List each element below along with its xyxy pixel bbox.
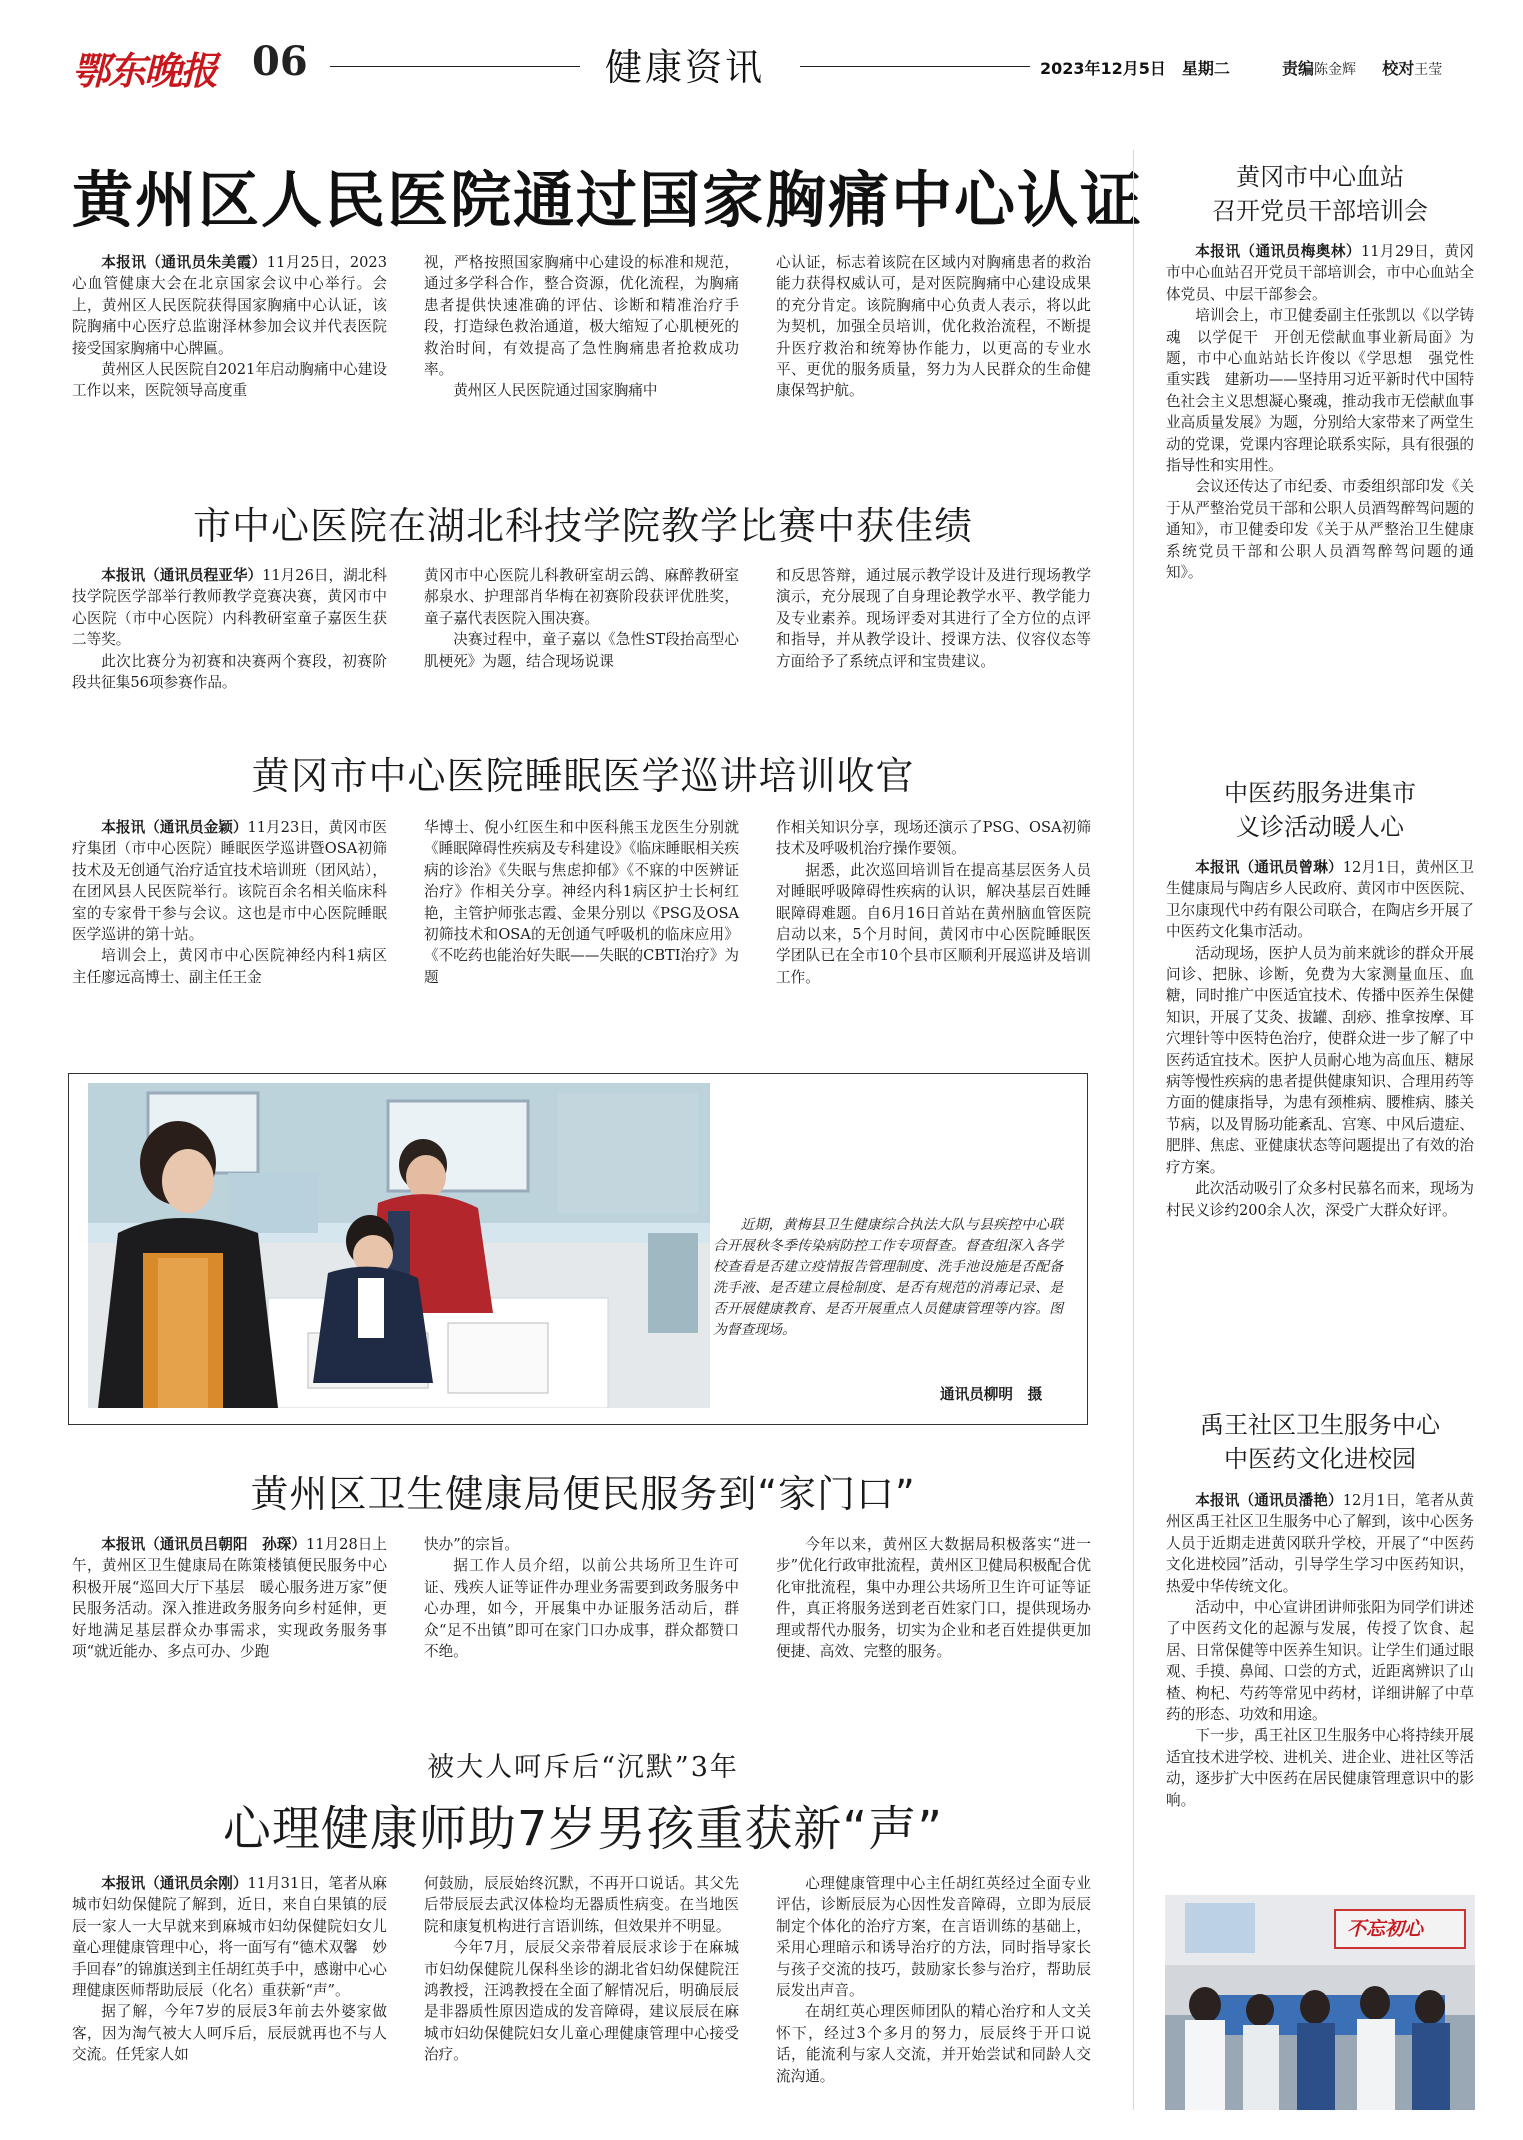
article2-text-1: 11月26日，湖北科技学院医学部举行教师教学竞赛决赛，黄冈市中心医院（市中心医院）内科教研室童子嘉医生获二等奖。 (72, 567, 387, 649)
side3-byline: 本报讯（通讯员潘艳） (1195, 1492, 1343, 1509)
side2-title-line2: 义诊活动暖人心 (1236, 813, 1404, 841)
photo-credit: 通讯员柳明 摄 (940, 1386, 1043, 1403)
article2-column-2 (424, 565, 739, 672)
article5-text-2: 何鼓励，辰辰始终沉默，不再开口说话。其父先后带辰辰去武汉体检均无器质性病变。在当地医院和康复机构进行言语训练，但效果并不明显。 (424, 1875, 739, 1935)
article5-text-1b: 据了解，今年7岁的辰辰3年前去外婆家做客，因为淘气被大人呵斥后，辰辰就再也不与人交流。任凭家人如 (72, 2003, 387, 2064)
article2-text-3: 和反思答辩，通过展示教学设计及进行现场教学演示，充分展现了自身理论教学水平、教学能力及专业素养。现场评委对其进行了全方位的点评和指导，并从教学设计、授课方法、仪容仪态等方面给予了系统点评和宝贵建议。 (776, 567, 1091, 670)
side3-text-1: 12月1日，笔者从黄州区禹王社区卫生服务中心了解到，该中心医务人员于近期走进黄冈联升学校，开展了“中医药文化进校园”活动，引导学生学习中医药知识，热爱中华传统文化。 (1166, 1492, 1474, 1595)
school-activity-photo (1165, 1895, 1475, 2110)
article3-text-3b: 据悉，此次巡回培训旨在提高基层医务人员对睡眠呼吸障碍性疾病的认识，解决基层百姓睡眠障碍难题。自6月16日首站在黄州脑血管医院启动以来，5个月时间，黄冈市中心医院睡眠医学团队已在全市10个县市区顺利开展巡讲及培训工作。 (776, 861, 1091, 986)
page-number: 06 (252, 38, 308, 85)
article3-column-2 (424, 817, 739, 988)
side1-title (1160, 160, 1480, 228)
article1-title: 黄州区人民医院通过国家胸痛中心认证 (72, 165, 1144, 236)
side3-text-3: 下一步，禹王社区卫生服务中心将持续开展适宜技术进学校、进机关、进企业、进社区等活动，逐步扩大中医药在居民健康管理意识中的影响。 (1166, 1727, 1474, 1809)
side1-title-line1: 黄冈市中心血站 (1236, 163, 1404, 191)
article2-text-2: 黄冈市中心医院儿科教研室胡云鸽、麻醉教研室郝泉水、护理部肖华梅在初赛阶段获评优胜奖，童子嘉代表医院入围决赛。 (424, 567, 739, 627)
side1-body (1166, 241, 1489, 584)
photo-caption: 近期，黄梅县卫生健康综合执法大队与县疾控中心联合开展秋冬季传染病防控工作专项督查。督查组深入各学校查看是否建立疫情报告管理制度、洗手池设施是否配备洗手液、是否建立晨检制度、是否有规范的消毒记录、是否开展健康教育、是否开展重点人员健康管理等内容。图为督查现场。 (713, 1217, 1063, 1338)
article3-text-3: 作相关知识分享，现场还演示了PSG、OSA初筛技术及呼吸机治疗操作要领。 (776, 819, 1091, 858)
article1-column-3 (776, 252, 1091, 402)
side3-title-line1: 禹王社区卫生服务中心 (1200, 1411, 1440, 1439)
article3-column-3 (776, 817, 1091, 988)
article4-text-2: 快办”的宗旨。 (424, 1536, 520, 1553)
side2-text-3: 此次活动吸引了众多村民慕名而来，现场为村民义诊约200余人次，深受广大群众好评。 (1166, 1180, 1474, 1219)
school-photo-banner-text: 不忘初心 (1347, 1918, 1424, 1940)
section-title: 健康资讯 (605, 46, 765, 89)
article1-text-2b: 黄州区人民医院通过国家胸痛中 (453, 382, 658, 400)
article2-byline: 本报讯（通讯员程亚华） (101, 567, 263, 584)
article5-column-2 (424, 1873, 739, 2066)
side1-text-2: 培训会上，市卫健委副主任张凯以《以学铸魂 以学促干 开创无偿献血事业新局面》为题，市中心血站站长许俊以《学思想 强党性 重实践 建新功——坚持用习近平新时代中国特色社会主义思想凝心聚魂，推动我市无偿献血事业高质量发展》为题，分别给大家带来了两堂生动的党课，党课内容理论联系实际，具有很强的指导性和实用性。 (1166, 307, 1489, 475)
article5-text-1: 11月31日，笔者从麻城市妇幼保健院了解到，近日，来自白果镇的辰辰一家人一大早就来到麻城市妇幼保健院妇女儿童心理健康管理中心，将一面写有“德术双馨 妙手回春”的锦旗送到主任胡红英手中，感谢中心心理健康医师帮助辰辰（化名）重获新“声”。 (72, 1875, 387, 2000)
article1-text-3: 心认证，标志着该院在区域内对胸痛患者的救治能力获得权威认可，是对医院胸痛中心建设成果的充分肯定。该院胸痛中心负责人表示，将以此为契机，加强全员培训，优化救治流程，不断提升医疗救治和统筹协作能力，以更高的专业水平、更优的服务质量，努力为人民群众的生命健康保驾护航。 (776, 254, 1091, 400)
article5-text-2b: 今年7月，辰辰父亲带着辰辰求诊于在麻城市妇幼保健院儿保科坐诊的湖北省妇幼保健院汪鸿教授，汪鸿教授在全面了解情况后，明确辰辰是非器质性原因造成的发音障碍，建议辰辰在麻城市妇幼保健院妇女儿童心理健康管理中心接受治疗。 (424, 1939, 739, 2064)
article1-text-2: 视，严格按照国家胸痛中心建设的标准和规范，通过多学科合作，整合资源，优化流程，为胸痛患者提供快速准确的评估、诊断和精准治疗手段，打造绿色救治通道，极大缩短了心肌梗死的救治时间，有效提高了急性胸痛患者抢救成功率。 (424, 254, 739, 379)
article3-text-1b: 培训会上，黄冈市中心医院神经内科1病区主任廖远高博士、副主任王金 (72, 947, 387, 986)
side2-body (1166, 857, 1474, 1221)
school-activity-illustration (1165, 1895, 1475, 2110)
article3-text-1: 11月23日，黄冈市医疗集团（市中心医院）睡眠医学巡讲暨OSA初筛技术及无创通气治疗适宜技术培训班（团风站），在团风县人民医院举行。该院百余名相关临床科室的专家骨干参与会议。这也是市中心医院睡眠医学巡讲的第十站。 (72, 819, 387, 944)
side3-text-2: 活动中，中心宣讲团讲师张阳为同学们讲述了中医药文化的起源与发展，传授了饮食、起居、日常保健等中医养生知识。让学生们通过眼观、手摸、鼻闻、口尝的方式，近距离辨识了山楂、枸杞、芍药等常见中药材，详细讲解了中草药的形态、功效和用途。 (1166, 1599, 1474, 1724)
article2-title: 市中心医院在湖北科技学院教学比赛中获佳绩 (192, 504, 973, 548)
article4-byline: 本报讯（通讯员吕朝阳 孙琛） (101, 1536, 306, 1553)
article1-column-2 (424, 252, 739, 402)
side2-text-2: 活动现场，医护人员为前来就诊的群众开展问诊、把脉、诊断，免费为大家测量血压、血糖，同时推广中医适宜技术、传播中医养生保健知识，开展了艾灸、拔罐、刮痧、推拿按摩、耳穴埋针等中医特色治疗，使群众进一步了解了中医药适宜技术。医护人员耐心地为高血压、糖尿病等慢性疾病的患者提供健康知识、合理用药等方面的健康指导，为患有颈椎病、腰椎病、膝关节病，以及胃肠功能紊乱、宫寒、中风后遗症、肥胖、焦虑、亚健康状态等问题提出了有效的治疗方案。 (1166, 944, 1474, 1176)
article5-byline: 本报讯（通讯员余刚） (101, 1875, 248, 1892)
editor-label: 责编 (1282, 59, 1315, 78)
side3-title-line2: 中医药文化进校园 (1224, 1445, 1416, 1473)
proof-label: 校对 (1382, 59, 1415, 78)
article4-column-2 (424, 1534, 739, 1662)
article2-text-1b: 此次比赛分为初赛和决赛两个赛段，初赛阶段共征集56项参赛作品。 (72, 652, 387, 692)
article4-text-3: 今年以来，黄州区大数据局积极落实“进一步”优化行政审批流程，黄州区卫健局积极配合优化审批流程，集中办理公共场所卫生许可证等证件，真正将服务送到老百姓家门口，提供现场办理或帮代办服务，切实为企业和老百姓提供更加便捷、高效、完整的服务。 (776, 1536, 1091, 1661)
editor-credit (1282, 56, 1442, 79)
side1-title-line2: 召开党员干部培训会 (1212, 197, 1428, 225)
masthead (0, 0, 1523, 95)
article5-text-3: 心理健康管理中心主任胡红英经过全面专业评估，诊断辰辰为心因性发音障碍，立即为辰辰制定个体化的治疗方案，在言语训练的基础上，采用心理暗示和诱导治疗的方法，同时指导家长与孩子交流的技巧，鼓励家长参与治疗，帮助辰辰发出声音。 (776, 1875, 1091, 2000)
side2-text-1: 12月1日，黄州区卫生健康局与陶店乡人民政府、黄冈市中医医院、卫尔康现代中药有限公司联合，在陶店乡开展了中医药文化集市活动。 (1166, 859, 1474, 941)
article4-title: 黄州区卫生健康局便民服务到“家门口” (250, 1472, 916, 1516)
article5-title: 心理健康师助7岁男孩重获新“声” (222, 1801, 944, 1857)
article4-text-2b: 据工作人员介绍，以前公共场所卫生许可证、残疾人证等证件办理业务需要到政务服务中心办理，如今，开展集中办证服务活动后，群众“足不出镇”即可在家门口办成事，群众都赞口不绝。 (424, 1557, 739, 1661)
side3-body (1166, 1490, 1474, 1811)
article4-column-3 (776, 1534, 1091, 1662)
side1-byline: 本报讯（通讯员梅奥林） (1195, 243, 1361, 260)
side1-text-3: 会议还传达了市纪委、市委组织部印发《关于从严整治党员干部和公职人员酒驾醉驾问题的通知》，市卫健委印发《关于从严整治卫生健康系统党员干部和公职人员酒驾醉驾问题的通知》。 (1166, 478, 1474, 582)
article5-column-1 (72, 1873, 387, 2066)
article4-text-1: 11月28日上午，黄州区卫生健康局在陈策楼镇便民服务中心积极开展“巡回大厅下基层 暖心服务进万家”便民服务活动。深入推进政务服务向乡村延伸，更好地满足基层群众办事需求，实现政务服务事项“就近能办、多点可办、少跑 (72, 1536, 387, 1661)
side2-byline: 本报讯（通讯员曾琳） (1195, 859, 1343, 876)
article3-byline: 本报讯（通讯员金颖） (101, 819, 248, 836)
article3-column-1 (72, 817, 387, 988)
article5-column-3 (776, 1873, 1091, 2087)
article2-column-1 (72, 565, 387, 693)
article3-title: 黄冈市中心医院睡眠医学巡讲培训收官 (251, 754, 915, 798)
inspection-photo (88, 1083, 710, 1408)
article1-text-1b: 黄州区人民医院自2021年启动胸痛中心建设工作以来，医院领导高度重 (72, 361, 387, 400)
editor-name: 陈金辉 (1314, 62, 1357, 78)
article2-column-3 (776, 565, 1091, 672)
masthead-rule-left (330, 66, 580, 67)
article3-text-2: 华博士、倪小红医生和中医科熊玉龙医生分别就《睡眠障碍性疾病及专科建设》《临床睡眠相关疾病的诊治》《失眠与焦虑抑郁》《不寐的中医辨证治疗》作相关分享。神经内科1病区护士长柯红艳，主管护师张志霞、金果分别以《PSG及OSA初筛技术和OSA的无创通气呼吸机的临床应用》《不吃药也能治好失眠——失眠的CBTI治疗》为题 (424, 819, 739, 986)
issue-date: 2023年12月5日 星期二 (1040, 59, 1230, 78)
article1-byline: 本报讯（通讯员朱美霞） (101, 254, 267, 271)
article4-column-1 (72, 1534, 387, 1662)
article5-kicker: 被大人呵斥后“沉默”3年 (427, 1752, 739, 1783)
article5-text-3b: 在胡红英心理医师团队的精心治疗和人文关怀下，经过3个多月的努力，辰辰终于开口说话，能流利与家人交流，并开始尝试和同龄人交流沟通。 (776, 2003, 1091, 2085)
sidebar-divider (1133, 150, 1134, 2110)
paper-name-logo: 鄂东晚报 (72, 48, 217, 93)
masthead-rule-right (800, 66, 1030, 67)
side2-title-line1: 中医药服务进集市 (1224, 779, 1416, 807)
proofreader-name: 王莹 (1414, 62, 1443, 78)
inspection-photo-illustration (88, 1083, 710, 1408)
side3-title (1160, 1408, 1480, 1476)
article2-text-2b: 决赛过程中，童子嘉以《急性ST段抬高型心肌梗死》为题，结合现场说课 (424, 631, 739, 670)
article1-column-1 (72, 252, 387, 402)
article1-text-1: 11月25日，2023心血管健康大会在北京国家会议中心举行。会上，黄州区人民医院获得国家胸痛中心认证，该院胸痛中心医疗总监谢泽林参加会议并代表医院接受国家胸痛中心牌匾。 (72, 254, 387, 357)
side2-title (1160, 776, 1480, 844)
side1-text-1: 11月29日，黄冈市中心血站召开党员干部培训会，市中心血站全体党员、中层干部参会。 (1166, 243, 1474, 303)
